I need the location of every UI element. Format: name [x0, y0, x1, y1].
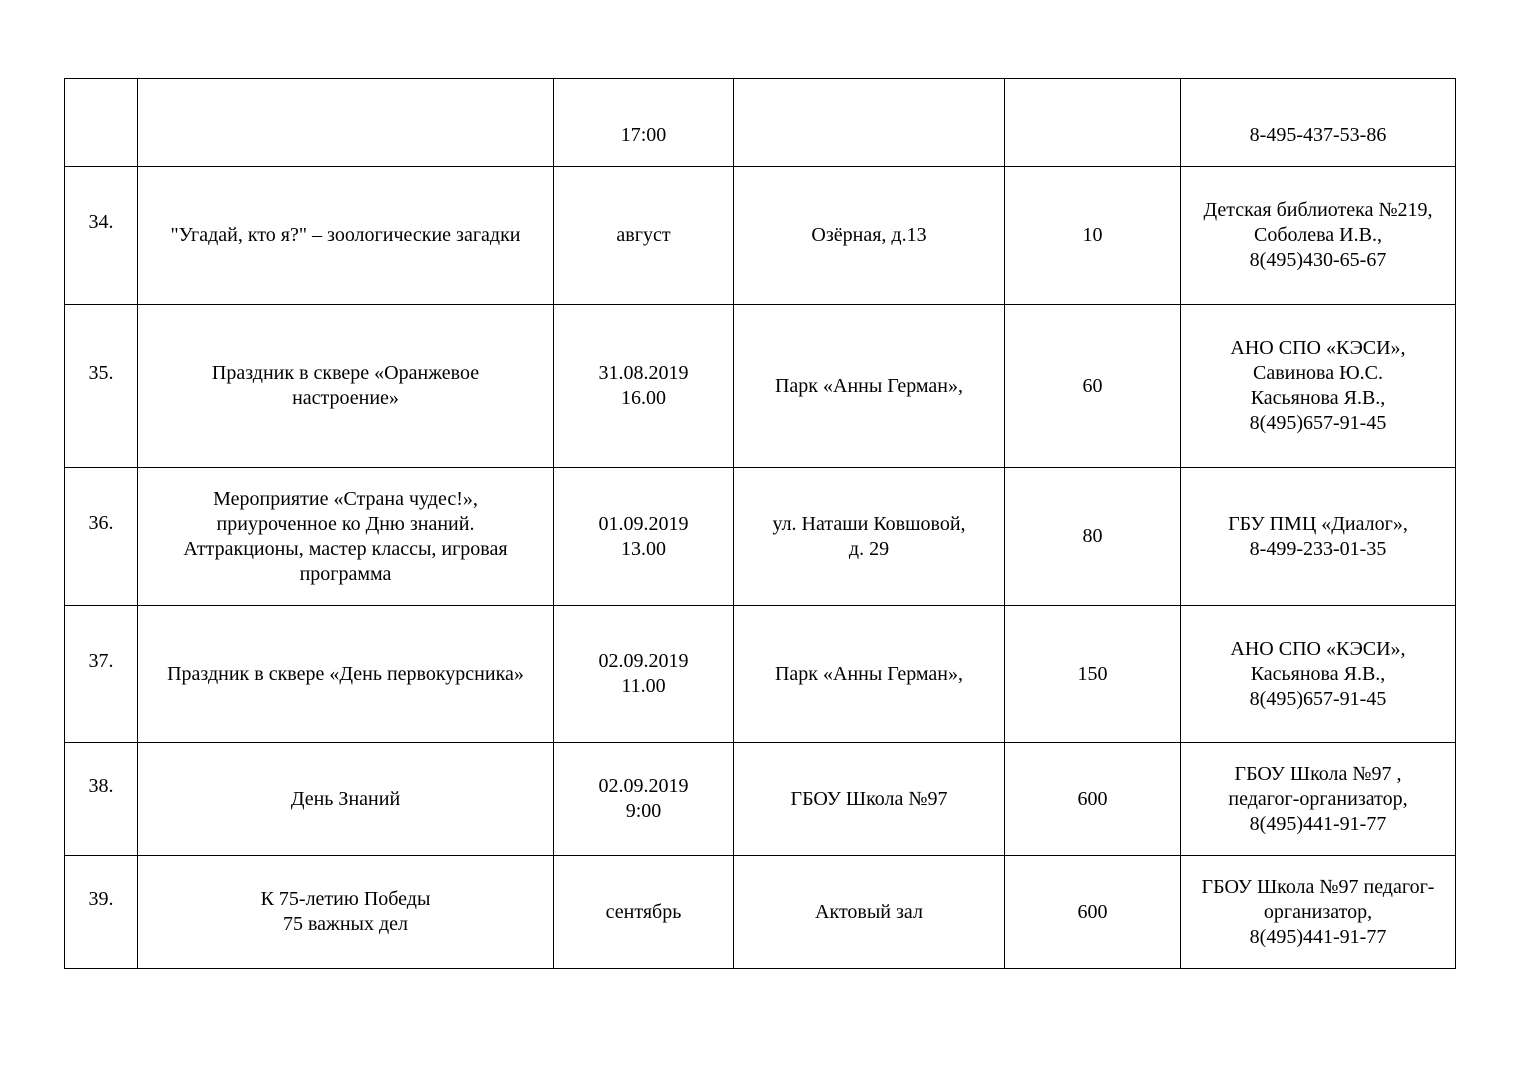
cell-date: 17:00 [554, 79, 734, 167]
cell-place: Парк «Анны Герман», [734, 305, 1005, 468]
table-row [65, 606, 1456, 743]
table-row [65, 167, 1456, 305]
cell-contact: АНО СПО «КЭСИ», Касьянова Я.В., 8(495)657-91-45 [1181, 606, 1456, 743]
cell-participants: 80 [1005, 468, 1181, 606]
cell-place: Парк «Анны Герман», [734, 606, 1005, 743]
cell-date: 02.09.2019 11.00 [554, 606, 734, 743]
table-row [65, 743, 1456, 856]
cell-date: август [554, 167, 734, 305]
cell-place [734, 79, 1005, 167]
cell-participants [1005, 79, 1181, 167]
cell-place: Актовый зал [734, 856, 1005, 969]
table-row [65, 856, 1456, 969]
table-row [65, 468, 1456, 606]
cell-number: 37. [65, 606, 138, 743]
cell-date: сентябрь [554, 856, 734, 969]
cell-event: Праздник в сквере «День первокурсника» [138, 606, 554, 743]
cell-date: 02.09.2019 9:00 [554, 743, 734, 856]
cell-participants: 60 [1005, 305, 1181, 468]
cell-event: К 75-летию Победы 75 важных дел [138, 856, 554, 969]
cell-contact: 8-495-437-53-86 [1181, 79, 1456, 167]
cell-number: 39. [65, 856, 138, 969]
cell-place: ул. Наташи Ковшовой, д. 29 [734, 468, 1005, 606]
cell-place: Озёрная, д.13 [734, 167, 1005, 305]
cell-event: День Знаний [138, 743, 554, 856]
cell-number: 38. [65, 743, 138, 856]
cell-event: Мероприятие «Страна чудес!», приуроченное ко Дню знаний. Аттракционы, мастер классы, игровая программа [138, 468, 554, 606]
cell-participants: 600 [1005, 743, 1181, 856]
table-row [65, 305, 1456, 468]
cell-event: Праздник в сквере «Оранжевое настроение» [138, 305, 554, 468]
cell-number [65, 79, 138, 167]
cell-contact: АНО СПО «КЭСИ», Савинова Ю.С. Касьянова Я.В., 8(495)657-91-45 [1181, 305, 1456, 468]
cell-event [138, 79, 554, 167]
cell-number: 35. [65, 305, 138, 468]
cell-contact: ГБОУ Школа №97 педагог- организатор, 8(495)441-91-77 [1181, 856, 1456, 969]
table-row [65, 79, 1456, 167]
cell-contact: ГБОУ Школа №97 , педагог-организатор, 8(495)441-91-77 [1181, 743, 1456, 856]
cell-contact: Детская библиотека №219, Соболева И.В., 8(495)430-65-67 [1181, 167, 1456, 305]
events-table [64, 78, 1456, 969]
cell-date: 31.08.2019 16.00 [554, 305, 734, 468]
cell-place: ГБОУ Школа №97 [734, 743, 1005, 856]
cell-event: "Угадай, кто я?" – зоологические загадки [138, 167, 554, 305]
cell-participants: 600 [1005, 856, 1181, 969]
cell-participants: 10 [1005, 167, 1181, 305]
cell-contact: ГБУ ПМЦ «Диалог», 8-499-233-01-35 [1181, 468, 1456, 606]
cell-number: 36. [65, 468, 138, 606]
cell-number: 34. [65, 167, 138, 305]
cell-date: 01.09.2019 13.00 [554, 468, 734, 606]
cell-participants: 150 [1005, 606, 1181, 743]
